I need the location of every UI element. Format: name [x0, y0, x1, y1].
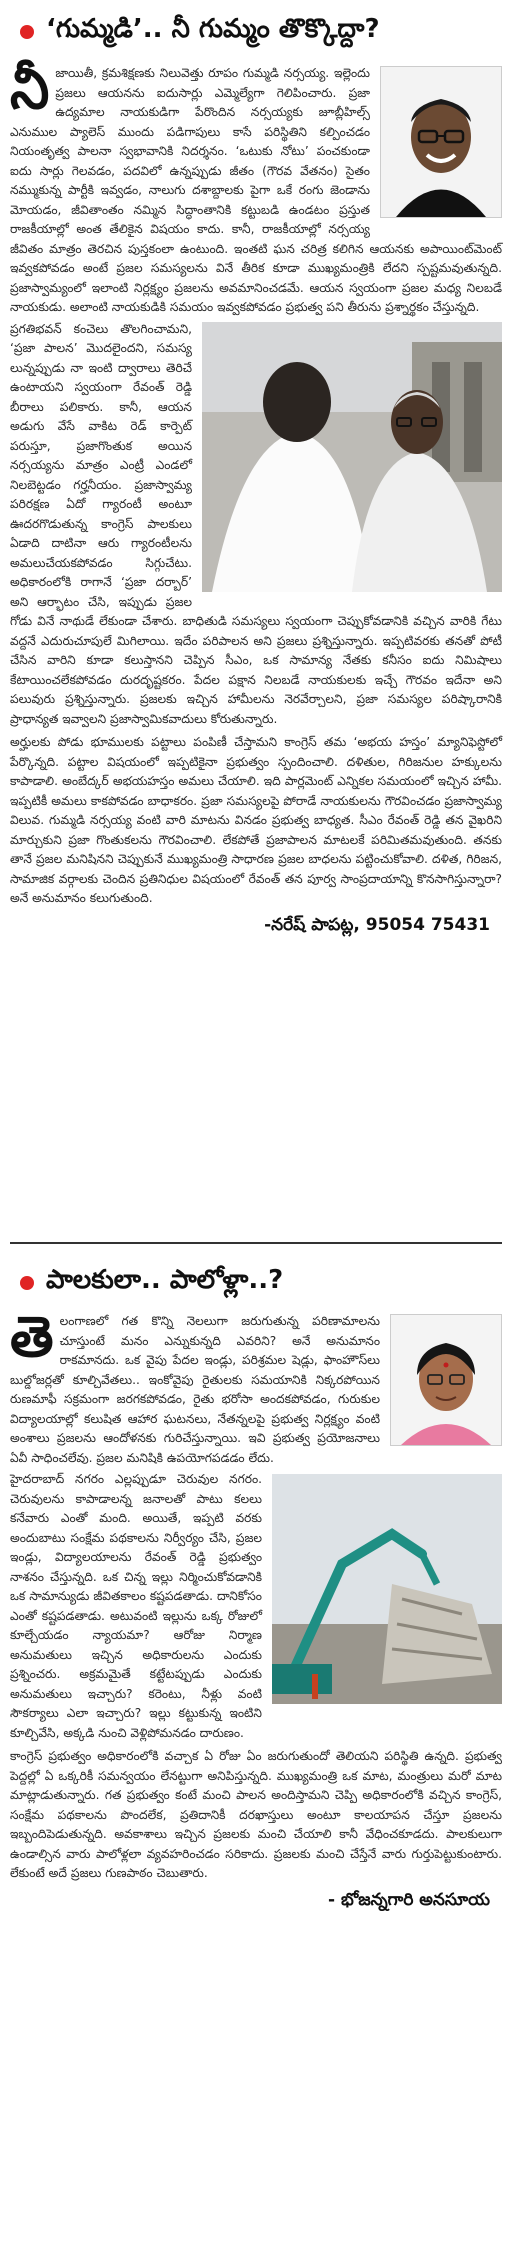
paragraph: జాయితీ, క్రమశిక్షణకు నిలువెత్తు రూపం గుమ్మడి నర్సయ్య. ఇల్లెందు ప్రజలు ఆయనను ఐదుసార్లు ఎమ్మెల్యేగా గెలిపించారు. ప్రజా ఉద్యమాల నాయకుడిగా పేరొందిన నర్సయ్యకు జూబ్లీహిల్స్ ఎనుముల ప్యాలెస్ ముందు పడిగాపులు కాసే పరిస్థితిని కల్పించడం నియంతృత్వ పాలనా స్వభావానికి నిదర్శనం. ‘ఒటుకు నోటు’ పంచకుండా ఐదు సార్లు గెలవడం, పదవిలో ఉన్నప్పుడు జీతం (గౌరవ వేతనం) సైతం నమ్ముకున్న పార్టీకి ఇవ్వడం, నాలుగు దశాబ్దాలకు పైగా ఒకే రంగు జెండాను మోయడం, జీవితాంతం నమ్మిన సిద్ధాంతానికి కట్టుబడి ఉండటం ప్రస్తుత రాజకీయాల్లో అంత తేలికైన విషయం కాదు. కానీ, రాజకీయాల్లో నర్సయ్య జీవితం మాత్రం తెరచిన పుస్తకంలా ఉంటుంది. ఇంతటి ఘన చరిత్ర కలిగిన ఆయనకు అపాయింట్‌మెంట్ ఇవ్వకపోవడం అంటే ప్రజల సమస్యలను వినే తీరిక కూడా ముఖ్యమంత్రికి లేదని స్పష్టమవుతున్నది. ప్రజాస్వామ్యంలో ఇలాంటి నిర్లక్ష్యం ప్రజలను అవమానించడమే. ఆయన స్వయంగా ప్రజల మధ్య నిలబడే నాయకుడు. అలాంటి నాయకుడికి సమయం ఇవ్వకపోవడం ప్రభుత్వ పని తీరును ప్రశ్నార్థకం చేస్తున్నది.	[10, 66, 502, 314]
paragraph: హైదరాబాద్ నగరం ఎల్లప్పుడూ చెరువుల నగరం. చెరువులను కాపాడాలన్న జనాలతో పాటు కలలు కనేవారు ఎంతో మంది. అయితే, ఇప్పటి వరకు అందుబాటు సంక్షేమ పథకాలను నిర్వీర్యం చేసి, ప్రజల ఇండ్లు, విద్యాలయాలను రేవంత్ రెడ్డి ప్రభుత్వం నాశనం చేస్తున్నది. ఒక చిన్న ఇల్లు నిర్మించుకోవడానికి ఒక సామాన్యుడు జీవితకాలం కష్టపడతాడు. దానికోసం ఎంతో కష్టపడతాడు. అటువంటి ఇల్లును ఒక్క రోజులో కూల్చేయడం న్యాయమా? ఆరోజు నిర్మాణ అనుమతులు ఇచ్చిన అధికారులను ఎందుకు ప్రశ్నించరు. అక్రమమైతే కట్టేటప్పుడు ఎందుకు అనుమతులు ఇచ్చారు? కరెంటు, నీళ్లు వంటి సౌకర్యాలు ఎలా ఇచ్చారు? ఇల్లు కట్టుకున్న ఇంటిని కూల్చివేసి, అక్కడి నుంచి వెళ్లిపోమనడం దారుణం.	[10, 1472, 262, 1740]
paragraph: అర్హులకు పోడు భూములకు పట్టాలు పంపిణీ చేస్తామని కాంగ్రెస్ తమ ‘అభయ హస్తం’ మ్యానిఫెస్టోలో పేర్కొన్నది. పట్టాల విషయంలో ఇప్పటికైనా ప్రభుత్వం స్పందించాలి. దళితుల, గిరిజనుల హక్కులను కాపాడాలి. అంబేద్కర్ అభయహస్తం అమలు చేయాలి. ఇది పార్లమెంట్ ఎన్నికల సమయంలో ఇచ్చిన హామీ. ఇప్పటికీ అమలు కాకపోవడం బాధాకరం. ప్రజా సమస్యలపై పోరాడే నాయకులను గౌరవించడం ప్రజాస్వామ్య విలువ. గుమ్మడి నర్సయ్య వంటి వారి మాటను వినడం ప్రభుత్వ బాధ్యత. సీఎం రేవంత్ రెడ్డి తన వైఖరిని మార్చుకుని ప్రజా గొంతుకలను గౌరవించాలి. లేకపోతే ప్రజాపాలన మాటలకే పరిమితమవుతుంది. తనకు తానే ప్రజల మనిషినని చెప్పుకునే ముఖ్యమంత్రి సాధారణ ప్రజల బాధలను పట్టించుకోవాలి. దళిత, గిరిజన, సామాజిక వర్గాలకు చెందిన ప్రతినిధుల విషయంలో రేవంత్ తన పూర్వ సాంప్రదాయాన్ని కొనసాగిస్తున్నారా? అనే అనుమానం కలుగుతుంది.	[10, 735, 502, 905]
headline-text: ‘గుమ్మడి’.. నీ గుమ్మం తొక్కొద్దా?	[46, 14, 380, 44]
dropcap: తె	[10, 1305, 54, 1370]
article-headline	[10, 1254, 502, 1312]
author-photo-1	[380, 66, 502, 218]
headline-text: పాలకులా.. పాలోళ్లా..?	[46, 1265, 284, 1295]
paragraph: ప్రగతిభవన్ కంచెలు తొలగించామని, ‘ప్రజా పాలన’ మొదలైందని, సమస్య లున్నప్పుడు నా ఇంటి ద్వారాలు తెరిచే ఉంటాయని స్వయంగా రేవంత్ రెడ్డి బీరాలు పలికారు. కానీ, ఆయన అడుగు వేసే వాకిట రెడ్ కార్పెట్ పరుస్తూ, ప్రజాగొంతుక అయిన నర్సయ్యను మాత్రం ఎంట్రీ ఎండలో నిలబెట్టడం గర్హనీయం. ప్రజాస్వామ్య పరిరక్షణ ఏదో గ్యారంటీ అంటూ ఊదరగొడుతున్న కాంగ్రెస్ పాలకులు ఏడాది దాటినా ఆరు గ్యారంటీలను అమలుచేయకపోవడం సిగ్గుచేటు. అధికారంలోకి రాగానే ‘ప్రజా దర్బార్’ అని ఆర్భాటం చేసి, ఇప్పుడు ప్రజల గోడు వినే నాథుడే లేకుండా చేశారు. బాధితుడి సమస్యలు స్వయంగా చెప్పుకోవడానికి వచ్చిన వారికి గేటు వద్దనే ఎదురుచూపులే మిగిలాయి. ఇదేం పరిపాలన అని ప్రజలు ప్రశ్నిస్తున్నారు. ఇప్పటివరకు తనతో పోటీ చేసిన వారిని కూడా కలుస్తానని చెప్పిన సీఎం, ఒక సామాన్య నేతకు కనీసం ఐదు నిమిషాలు కేటాయించలేకపోవడం దురదృష్టకరం. పేదల పక్షాన నిలబడే నాయకులకు ఇచ్చే గౌరవం ఇదేనా అని పలువురు ప్రశ్నిస్తున్నారు. ప్రజలకు ఇచ్చిన హామీలను నెరవేర్చాలని, ప్రజా సమస్యల పరిష్కారానికి ప్రాధాన్యత ఇవ్వాలని ప్రజాస్వామికవాదులు కోరుతున్నారు.	[10, 321, 502, 726]
paragraph: కాంగ్రెస్ ప్రభుత్వం అధికారంలోకి వచ్చాక ఏ రోజు ఏం జరుగుతుందో తెలియని పరిస్థితి ఉన్నది. ప్రభుత్వ పెద్దల్లో ఏ ఒక్కరికీ సమన్వయం లేనట్టుగా అనిపిస్తున్నది. ముఖ్యమంత్రి ఒక మాట, మంత్రులు మరో మాట మాట్లాడుతున్నారు. గత ప్రభుత్వం కంటే మంచి పాలన అందిస్తామని చెప్పి అధికారంలోకి వచ్చిన కాంగ్రెస్, సంక్షేమ పథకాలను పొందలేక, ప్రతిదానికీ దరఖాస్తులు అంటూ కాలయాపన చేస్తూ ప్రజలను ఇబ్బందిపెడుతున్నది. అవకాశాలు ఇచ్చిన ప్రజలకు మంచి చేయాలి కానీ వేధించకూడదు. పాలకులుగా ఉండాల్సిన వారు పాలోళ్లలా వ్యవహరించడం సరికాదు. ప్రజలకు మంచి చేస్తేనే వారు గుర్తుపెట్టుకుంటారు. లేకుంటే అదే ప్రజలు గుణపాఠం చెబుతారు.	[10, 1749, 502, 1880]
author-photo-2	[390, 1314, 502, 1446]
author-byline: - భోజన్నగారి అనసూయ	[328, 1889, 490, 1910]
article-palakula	[0, 1254, 512, 2240]
news-photo-2	[272, 1474, 502, 1704]
section-divider	[10, 1242, 502, 1244]
author-byline: -నరేష్ పాపట్ల, 95054 75431	[264, 914, 490, 935]
news-photo-1	[202, 322, 502, 592]
dropcap: నీ	[10, 57, 50, 122]
red-bullet-icon	[20, 25, 34, 39]
article-headline	[10, 0, 502, 64]
paragraph: లంగాణలో గత కొన్ని నెలలుగా జరుగుతున్న పరిణామాలను చూస్తుంటే మనం ఎన్నుకున్నది ఎవరిని? అనే అనుమానం రాకమానదు. ఒక వైపు పేదల ఇండ్లు, పరిశ్రమల షెడ్లు, ఫాంహౌస్‌లు బుల్డోజర్లతో కూల్చివేతలు.. ఇంకోవైపు రైతులకు సమయానికి నిక్కరపోయిన రుణమాఫీ సక్రమంగా జరగకపోవడం, రైతు భరోసా అందకపోవడం, గురుకుల విద్యాలయాల్లో కలుషిత ఆహార ఘటనలు, నేతన్నలపై ప్రభుత్వ నిర్లక్ష్యం వంటి అంశాలు ప్రజలను ఆందోళనకు గురిచేస్తున్నాయి. ఇవి ప్రభుత్వ ప్రయోజనాలు ఏవీ సాధించలేవు. ప్రజల మనిషికి ఉపయోగపడడం లేదు.	[10, 1314, 380, 1465]
red-bullet-icon	[20, 1276, 34, 1290]
